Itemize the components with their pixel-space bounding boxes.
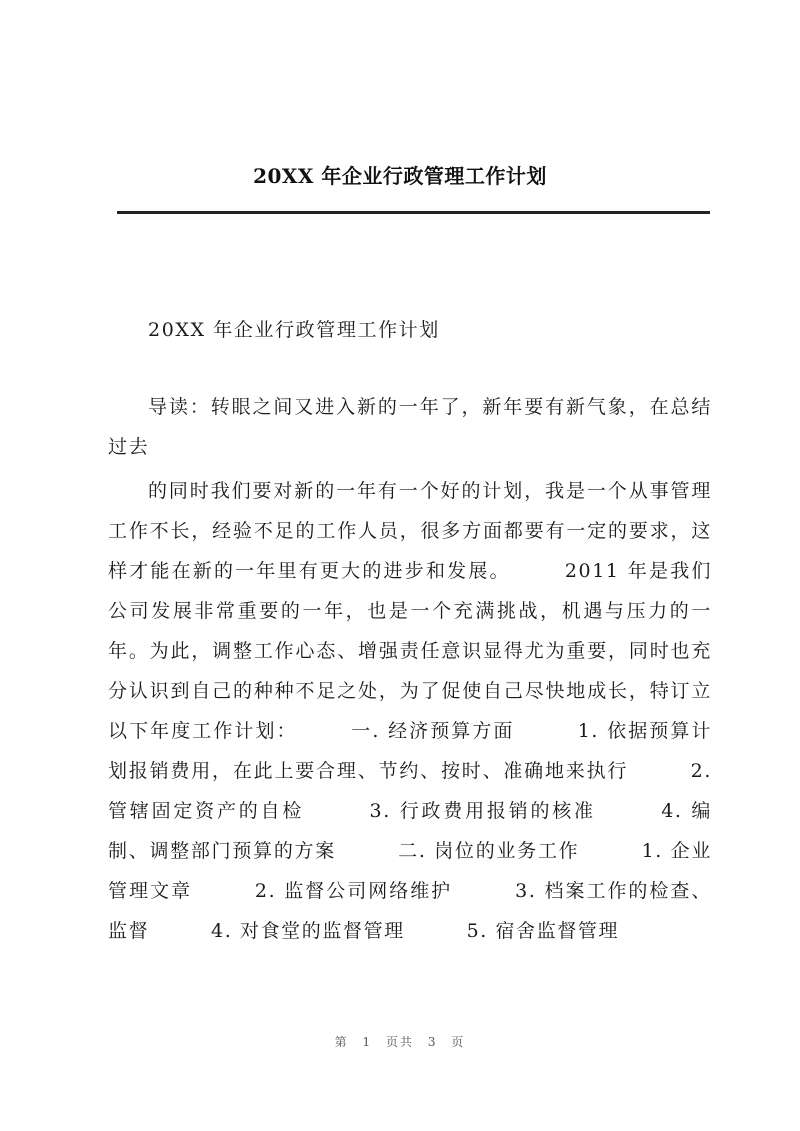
header-divider — [117, 211, 710, 214]
paragraph-intro: 导读：转眼之间又进入新的一年了，新年要有新气象，在总结过去 — [108, 396, 712, 458]
document-title: 20XX 年企业行政管理工作计划 — [253, 164, 547, 188]
page-footer — [0, 1033, 800, 1050]
body-title: 20XX 年企业行政管理工作计划 — [148, 319, 440, 341]
paragraph-main: 的同时我们要对新的一年有一个好的计划，我是一个从事管理工作不长，经验不足的工作人员，很多方面都要有一定的要求，这样才能在新的一年里有更大的进步和发展。 2011 年是我们公司发展非常重要的一年，也是一个充满挑战，机遇与压力的一年。为此，调整工作心态、增强责任意识显得尤为重要，同时也充分认识到自己的种种不足之处，为了促使自己尽快地成长，特订立以下年度工作计划： 一. 经济预算方面 1. 依据预算计划报销费用，在此上要合理、节约、按时、准确地来执行 2. 管辖固定资产的自检 3. 行政费用报销的核准 4. 编制、调整部门预算的方案 二. 岗位的业务工作 1. 企业管理文章 2. 监督公司网络维护 3. 档案工作的检查、监督 4. 对食堂的监督管理 5. 宿舍监督管理 — [108, 480, 712, 942]
document-body — [108, 310, 712, 955]
footer-mid: 页共 — [385, 1035, 414, 1049]
footer-suffix: 页 — [451, 1035, 466, 1049]
footer-current-page: 1 — [362, 1035, 373, 1049]
footer-prefix: 第 — [334, 1035, 349, 1049]
footer-total-pages: 3 — [427, 1035, 438, 1049]
document-header — [0, 160, 800, 189]
